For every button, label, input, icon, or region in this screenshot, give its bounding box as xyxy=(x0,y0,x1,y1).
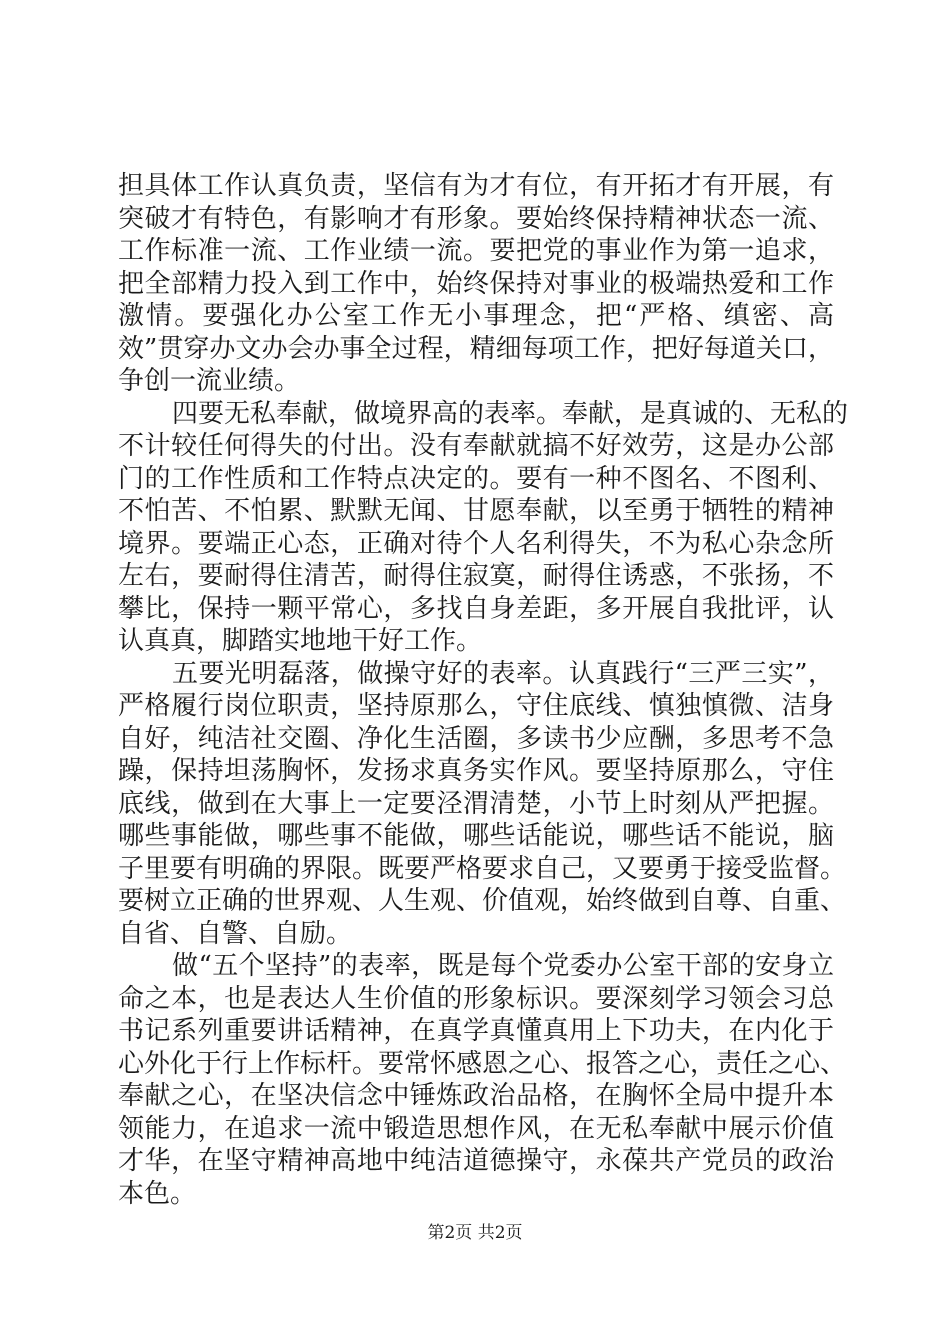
text-line: 五要光明磊落，做操守好的表率。认真践行“三严三实”， xyxy=(172,658,834,689)
text-line: 自好，纯洁社交圈、净化生活圈，多读书少应酬，多思考不急 xyxy=(118,723,834,754)
text-line: 做“五个坚持”的表率，既是每个党委办公室干部的安身立 xyxy=(172,951,834,981)
text-line: 境界。要端正心态，正确对待个人名利得失，不为私心杂念所 xyxy=(118,528,834,559)
document-body xyxy=(118,170,849,1210)
text-line: 不怕苦、不怕累、默默无闻、甘愿奉献，以至勇于牺牲的精神 xyxy=(118,496,834,526)
text-line: 奉献之心，在坚决信念中锤炼政治品格，在胸怀全局中提升本 xyxy=(118,1081,834,1111)
text-line: 攀比，保持一颗平常心，多找自身差距，多开展自我批评，认 xyxy=(118,593,834,624)
text-line: 效”贯穿办文办会办事全过程，精细每项工作，把好每道关口， xyxy=(118,333,834,364)
text-line: 严格履行岗位职责，坚持原那么，守住底线、慎独慎微、洁身 xyxy=(118,691,834,721)
text-line: 认真真，脚踏实地地干好工作。 xyxy=(118,626,483,656)
text-line: 把全部精力投入到工作中，始终保持对事业的极端热爱和工作 xyxy=(118,268,834,299)
text-line: 门的工作性质和工作特点决定的。要有一种不图名、不图利、 xyxy=(118,463,834,494)
text-line: 才华，在坚守精神高地中纯洁道德操守，永葆共产党员的政治 xyxy=(118,1146,834,1176)
text-line: 哪些事能做，哪些事不能做，哪些话能说，哪些话不能说，脑 xyxy=(118,821,834,851)
text-line: 四要无私奉献，做境界高的表率。奉献，是真诚的、无私的 xyxy=(172,398,849,429)
text-line: 工作标准一流、工作业绩一流。要把党的事业作为第一追求， xyxy=(118,236,834,266)
text-line: 争创一流业绩。 xyxy=(118,366,301,396)
text-line: 领能力，在追求一流中锻造思想作风，在无私奉献中展示价值 xyxy=(118,1113,834,1144)
text-line: 本色。 xyxy=(118,1178,197,1209)
text-line: 躁，保持坦荡胸怀，发扬求真务实作风。要坚持原那么，守住 xyxy=(118,756,834,786)
text-line: 自省、自警、自励。 xyxy=(118,918,353,949)
text-line: 突破才有特色，有影响才有形象。要始终保持精神状态一流、 xyxy=(118,203,834,234)
text-line: 命之本，也是表达人生价值的形象标识。要深刻学习领会习总 xyxy=(118,983,834,1014)
text-line: 不计较任何得失的付出。没有奉献就搞不好效劳，这是办公部 xyxy=(118,431,834,461)
text-line: 担具体工作认真负责，坚信有为才有位，有开拓才有开展，有 xyxy=(118,171,834,201)
text-line: 子里要有明确的界限。既要严格要求自己，又要勇于接受监督。 xyxy=(118,853,847,884)
text-line: 要树立正确的世界观、人生观、价值观，始终做到自尊、自重、 xyxy=(118,886,847,916)
text-line: 心外化于行上作标杆。要常怀感恩之心、报答之心，责任之心、 xyxy=(118,1048,847,1079)
page-footer: 第2页 共2页 xyxy=(427,1223,523,1243)
text-line: 激情。要强化办公室工作无小事理念，把“严格、缜密、高 xyxy=(118,301,834,331)
text-line: 书记系列重要讲话精神，在真学真懂真用上下功夫，在内化于 xyxy=(118,1016,834,1046)
text-line: 底线，做到在大事上一定要泾渭清楚，小节上时刻从严把握。 xyxy=(118,788,834,819)
text-line: 左右，要耐得住清苦，耐得住寂寞，耐得住诱惑，不张扬，不 xyxy=(118,561,834,591)
